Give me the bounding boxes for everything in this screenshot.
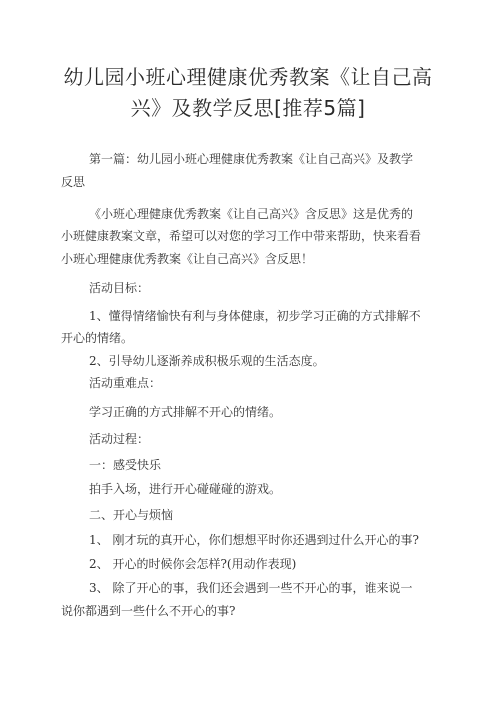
step-2-heading: 二、开心与烦恼 [89,508,174,522]
keypoint-label: 活动重难点： [89,376,162,390]
goals-label: 活动目标： [89,281,150,295]
document-title-line-2: 兴》及教学反思[推荐5篇] [130,96,366,120]
goal-1-line-1: 1、懂得情绪愉快有利与身体健康，初步学习正确的方式排解不 [89,309,421,323]
process-label: 活动过程： [89,432,150,446]
goal-2: 2、引导幼儿逐渐养成积极乐观的生活态度。 [89,354,325,368]
question-2: 2、 开心的时候你会怎样?(用动作表现) [89,557,297,571]
step-1-text: 拍手入场，进行开心碰碰碰的游戏。 [89,482,282,496]
intro-line-3: 小班心理健康优秀教案《让自己高兴》含反思！ [61,252,314,266]
question-1: 1、 刚才玩的真开心，你们想想平时你还遇到过什么开心的事? [89,533,419,547]
intro-line-1: 《小班心理健康优秀教案《让自己高兴》含反思》这是优秀的 [89,207,414,221]
goal-1-line-2: 开心的情绪。 [61,331,134,345]
intro-line-2: 小班健康教案文章，希望可以对您的学习工作中带来帮助，快来看看 [61,229,422,243]
document-title-line-1: 幼儿园小班心理健康优秀教案《让自己高 [63,65,433,89]
section-heading-line-1: 第一篇：幼儿园小班心理健康优秀教案《让自己高兴》及教学 [89,152,414,166]
question-3-line-2: 说你都遇到一些什么不开心的事? [61,604,236,618]
section-heading-line-2: 反思 [61,175,86,189]
question-3-line-1: 3、 除了开心的事，我们还会遇到一些不开心的事，谁来说一 [89,581,413,595]
keypoint-text: 学习正确的方式排解不开心的情绪。 [89,405,282,419]
step-1-heading: 一：感受快乐 [89,458,162,472]
